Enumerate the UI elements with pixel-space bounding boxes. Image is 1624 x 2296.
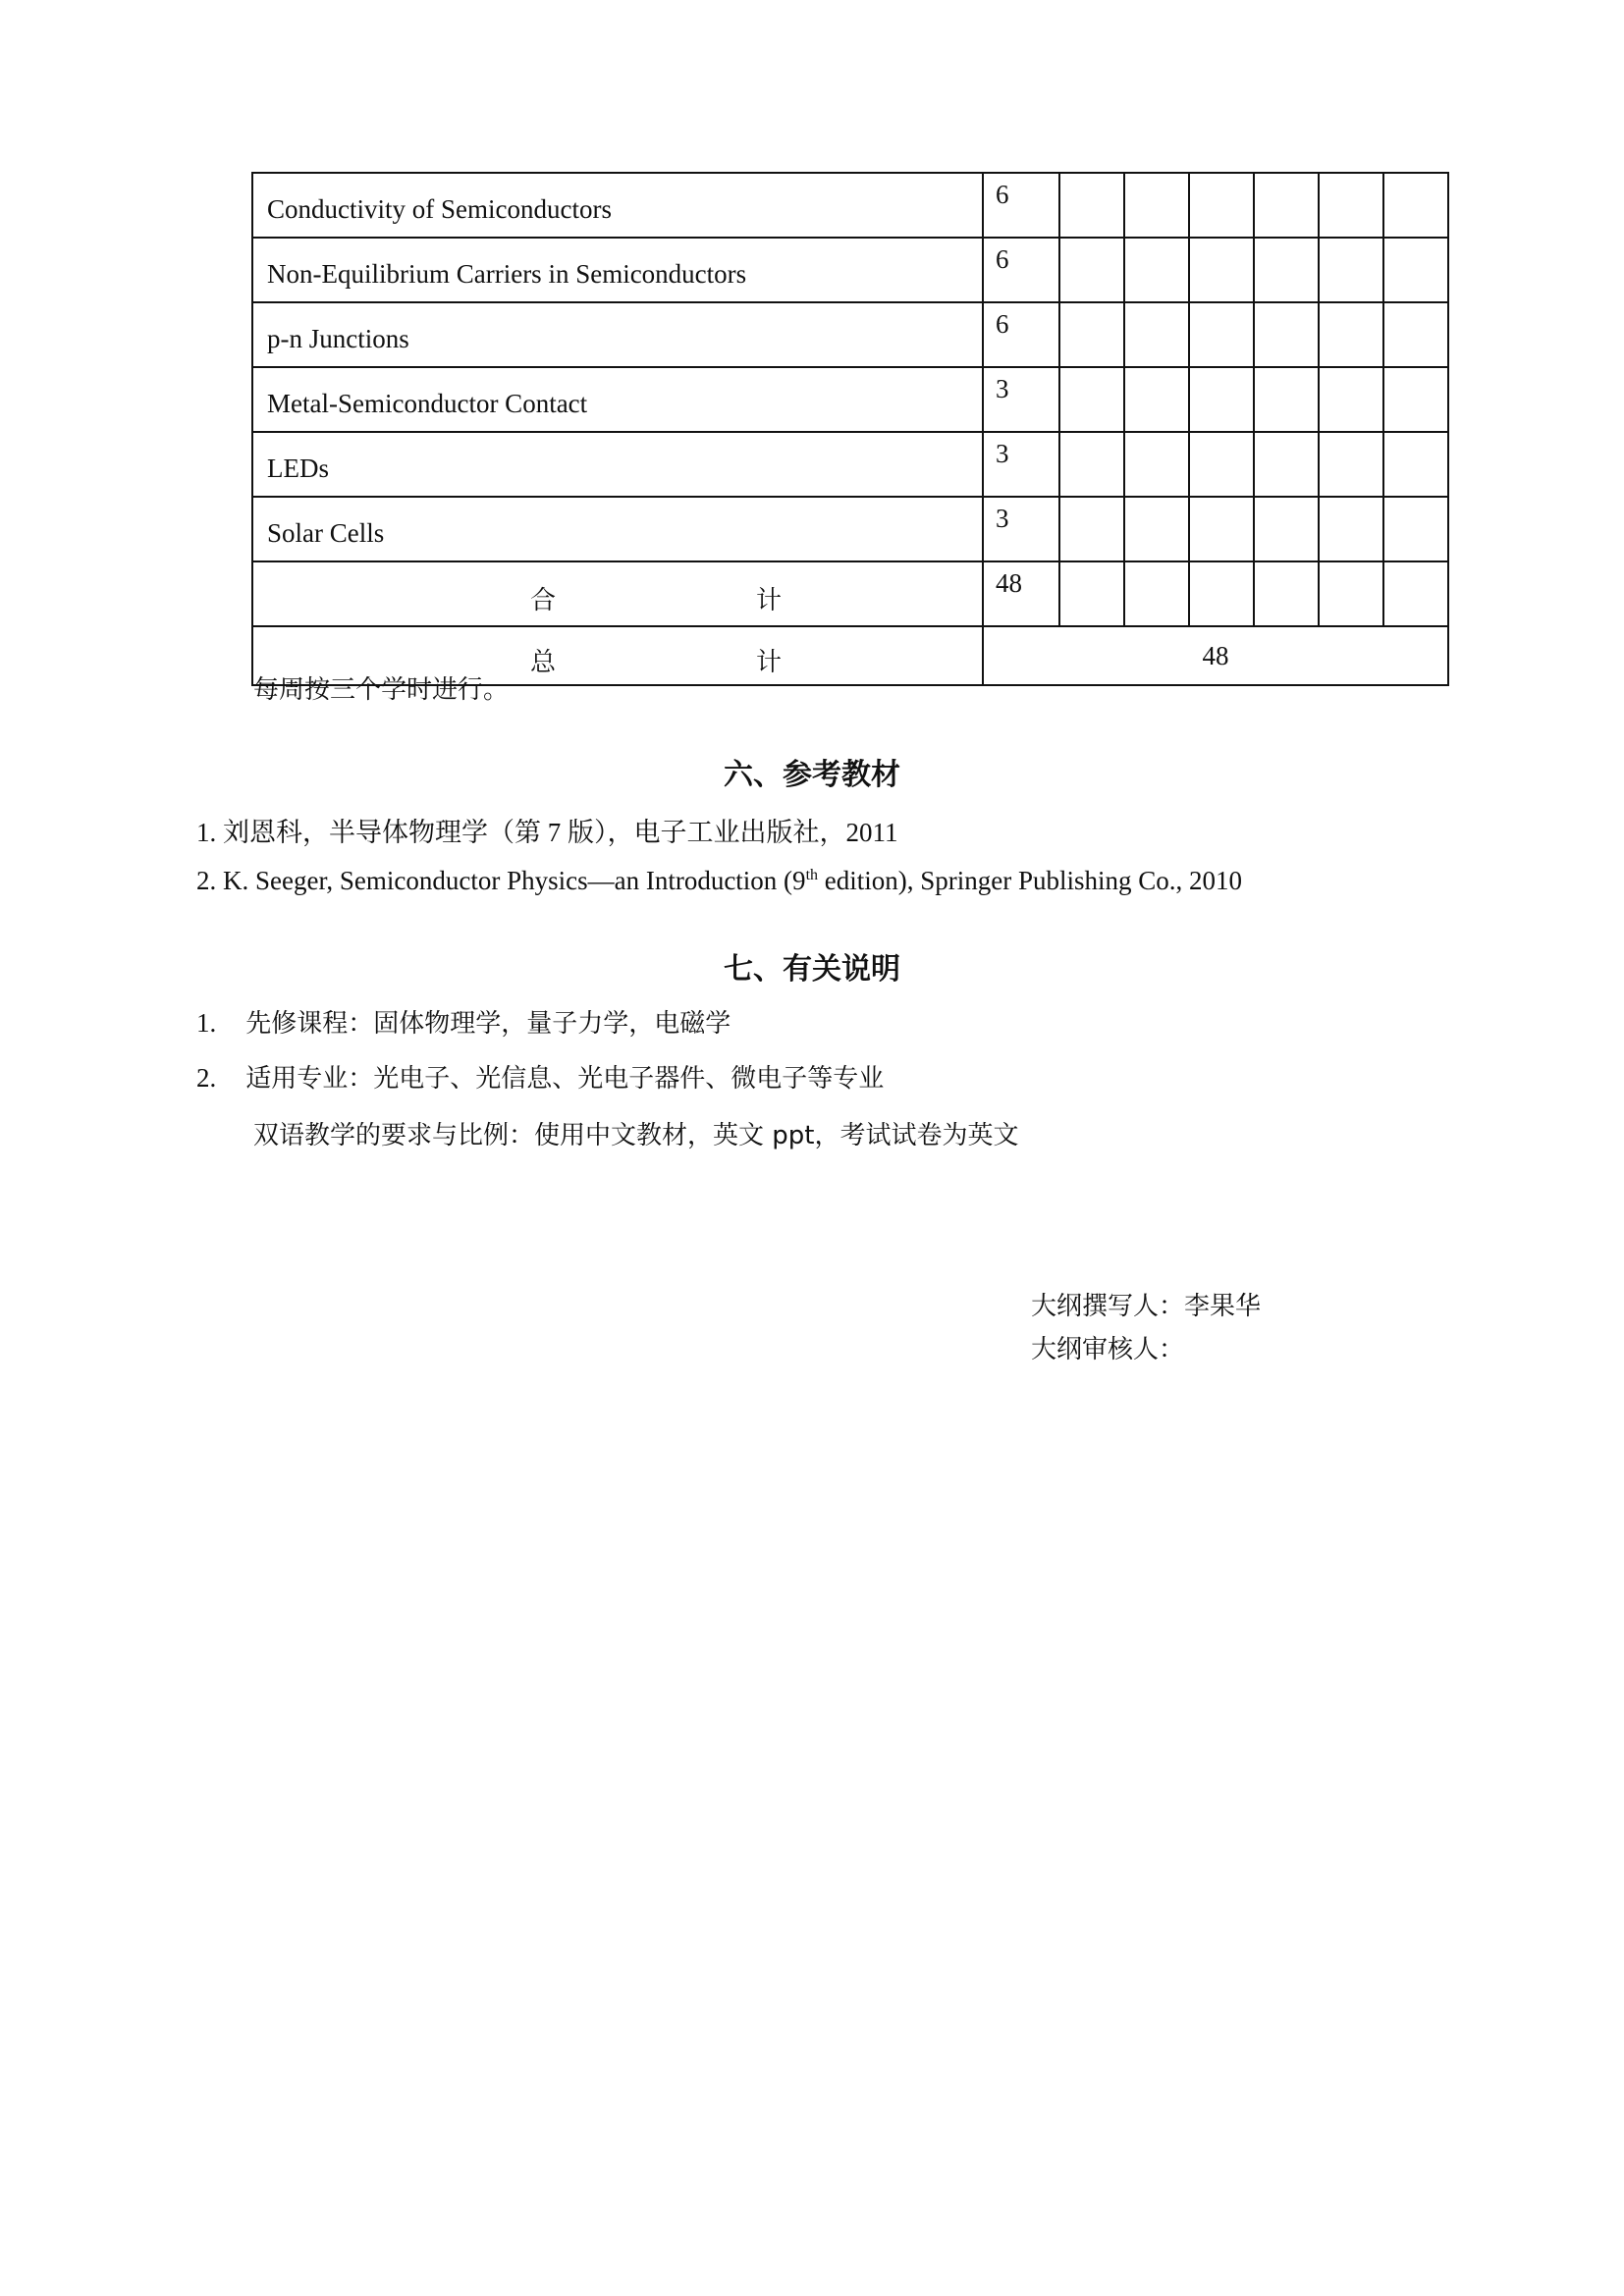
empty-cell (1059, 238, 1124, 302)
empty-cell (1254, 497, 1319, 561)
empty-cell (1124, 497, 1189, 561)
table-row (252, 238, 1448, 302)
empty-cell (1319, 238, 1383, 302)
reference-item: 2. K. Seeger, Semiconductor Physics—an Introduction (9th edition), Springer Publishing Co., 2010 (196, 866, 1243, 895)
empty-cell (1189, 173, 1254, 238)
subtotal-label: 合 计 (252, 561, 983, 626)
empty-cell (1189, 238, 1254, 302)
topic-cell: LEDs (252, 432, 983, 497)
empty-cell (1254, 367, 1319, 432)
subtotal-hours: 48 (983, 561, 1059, 626)
hours-cell: 6 (983, 238, 1059, 302)
empty-cell (1383, 238, 1448, 302)
table-row (252, 367, 1448, 432)
section7-title: 七、有关说明 (724, 952, 900, 987)
empty-cell (1124, 302, 1189, 367)
bilingual-note: 双语教学的要求与比例：使用中文教材，英文 ppt，考试试卷为英文 (253, 1121, 1019, 1150)
empty-cell (1254, 238, 1319, 302)
topic-cell: Non-Equilibrium Carriers in Semiconductors (252, 238, 983, 302)
hours-table (251, 172, 1449, 686)
hours-cell: 6 (983, 302, 1059, 367)
topic-cell: p-n Junctions (252, 302, 983, 367)
hours-cell: 6 (983, 173, 1059, 238)
empty-cell (1319, 302, 1383, 367)
empty-cell (1383, 561, 1448, 626)
empty-cell (1059, 173, 1124, 238)
note-item: 1. 先修课程：固体物理学，量子力学，电磁学 (196, 1008, 731, 1039)
reference-item: 1. 刘恩科，半导体物理学（第 7 版），电子工业出版社，2011 (196, 818, 898, 847)
empty-cell (1124, 238, 1189, 302)
total-label: 总 计 (252, 626, 983, 685)
total-hours: 48 (983, 626, 1448, 685)
empty-cell (1383, 497, 1448, 561)
hours-cell: 3 (983, 432, 1059, 497)
empty-cell (1124, 367, 1189, 432)
empty-cell (1124, 561, 1189, 626)
table-row (252, 497, 1448, 561)
empty-cell (1254, 432, 1319, 497)
empty-cell (1319, 432, 1383, 497)
table-row (252, 302, 1448, 367)
empty-cell (1383, 173, 1448, 238)
table-row (252, 432, 1448, 497)
hours-cell: 3 (983, 367, 1059, 432)
table-row (252, 173, 1448, 238)
hours-cell: 3 (983, 497, 1059, 561)
topic-cell: Conductivity of Semiconductors (252, 173, 983, 238)
empty-cell (1254, 173, 1319, 238)
empty-cell (1124, 432, 1189, 497)
empty-cell (1059, 302, 1124, 367)
outline-reviewer: 大纲审核人： (1031, 1335, 1185, 1364)
empty-cell (1059, 497, 1124, 561)
schedule-note: 每周按三个学时进行。 (253, 675, 510, 705)
section6-title: 六、参考教材 (724, 758, 900, 792)
empty-cell (1319, 497, 1383, 561)
empty-cell (1254, 302, 1319, 367)
empty-cell (1254, 561, 1319, 626)
topic-cell: Metal-Semiconductor Contact (252, 367, 983, 432)
empty-cell (1189, 432, 1254, 497)
empty-cell (1319, 561, 1383, 626)
empty-cell (1059, 367, 1124, 432)
topic-cell: Solar Cells (252, 497, 983, 561)
empty-cell (1124, 173, 1189, 238)
empty-cell (1383, 367, 1448, 432)
subtotal-row (252, 561, 1448, 626)
note-item: 2. 适用专业：光电子、光信息、光电子器件、微电子等专业 (196, 1063, 885, 1094)
outline-writer: 大纲撰写人：李果华 (1031, 1292, 1262, 1321)
empty-cell (1059, 432, 1124, 497)
empty-cell (1189, 367, 1254, 432)
empty-cell (1189, 561, 1254, 626)
empty-cell (1189, 302, 1254, 367)
empty-cell (1319, 173, 1383, 238)
empty-cell (1383, 302, 1448, 367)
empty-cell (1059, 561, 1124, 626)
empty-cell (1383, 432, 1448, 497)
empty-cell (1319, 367, 1383, 432)
empty-cell (1189, 497, 1254, 561)
